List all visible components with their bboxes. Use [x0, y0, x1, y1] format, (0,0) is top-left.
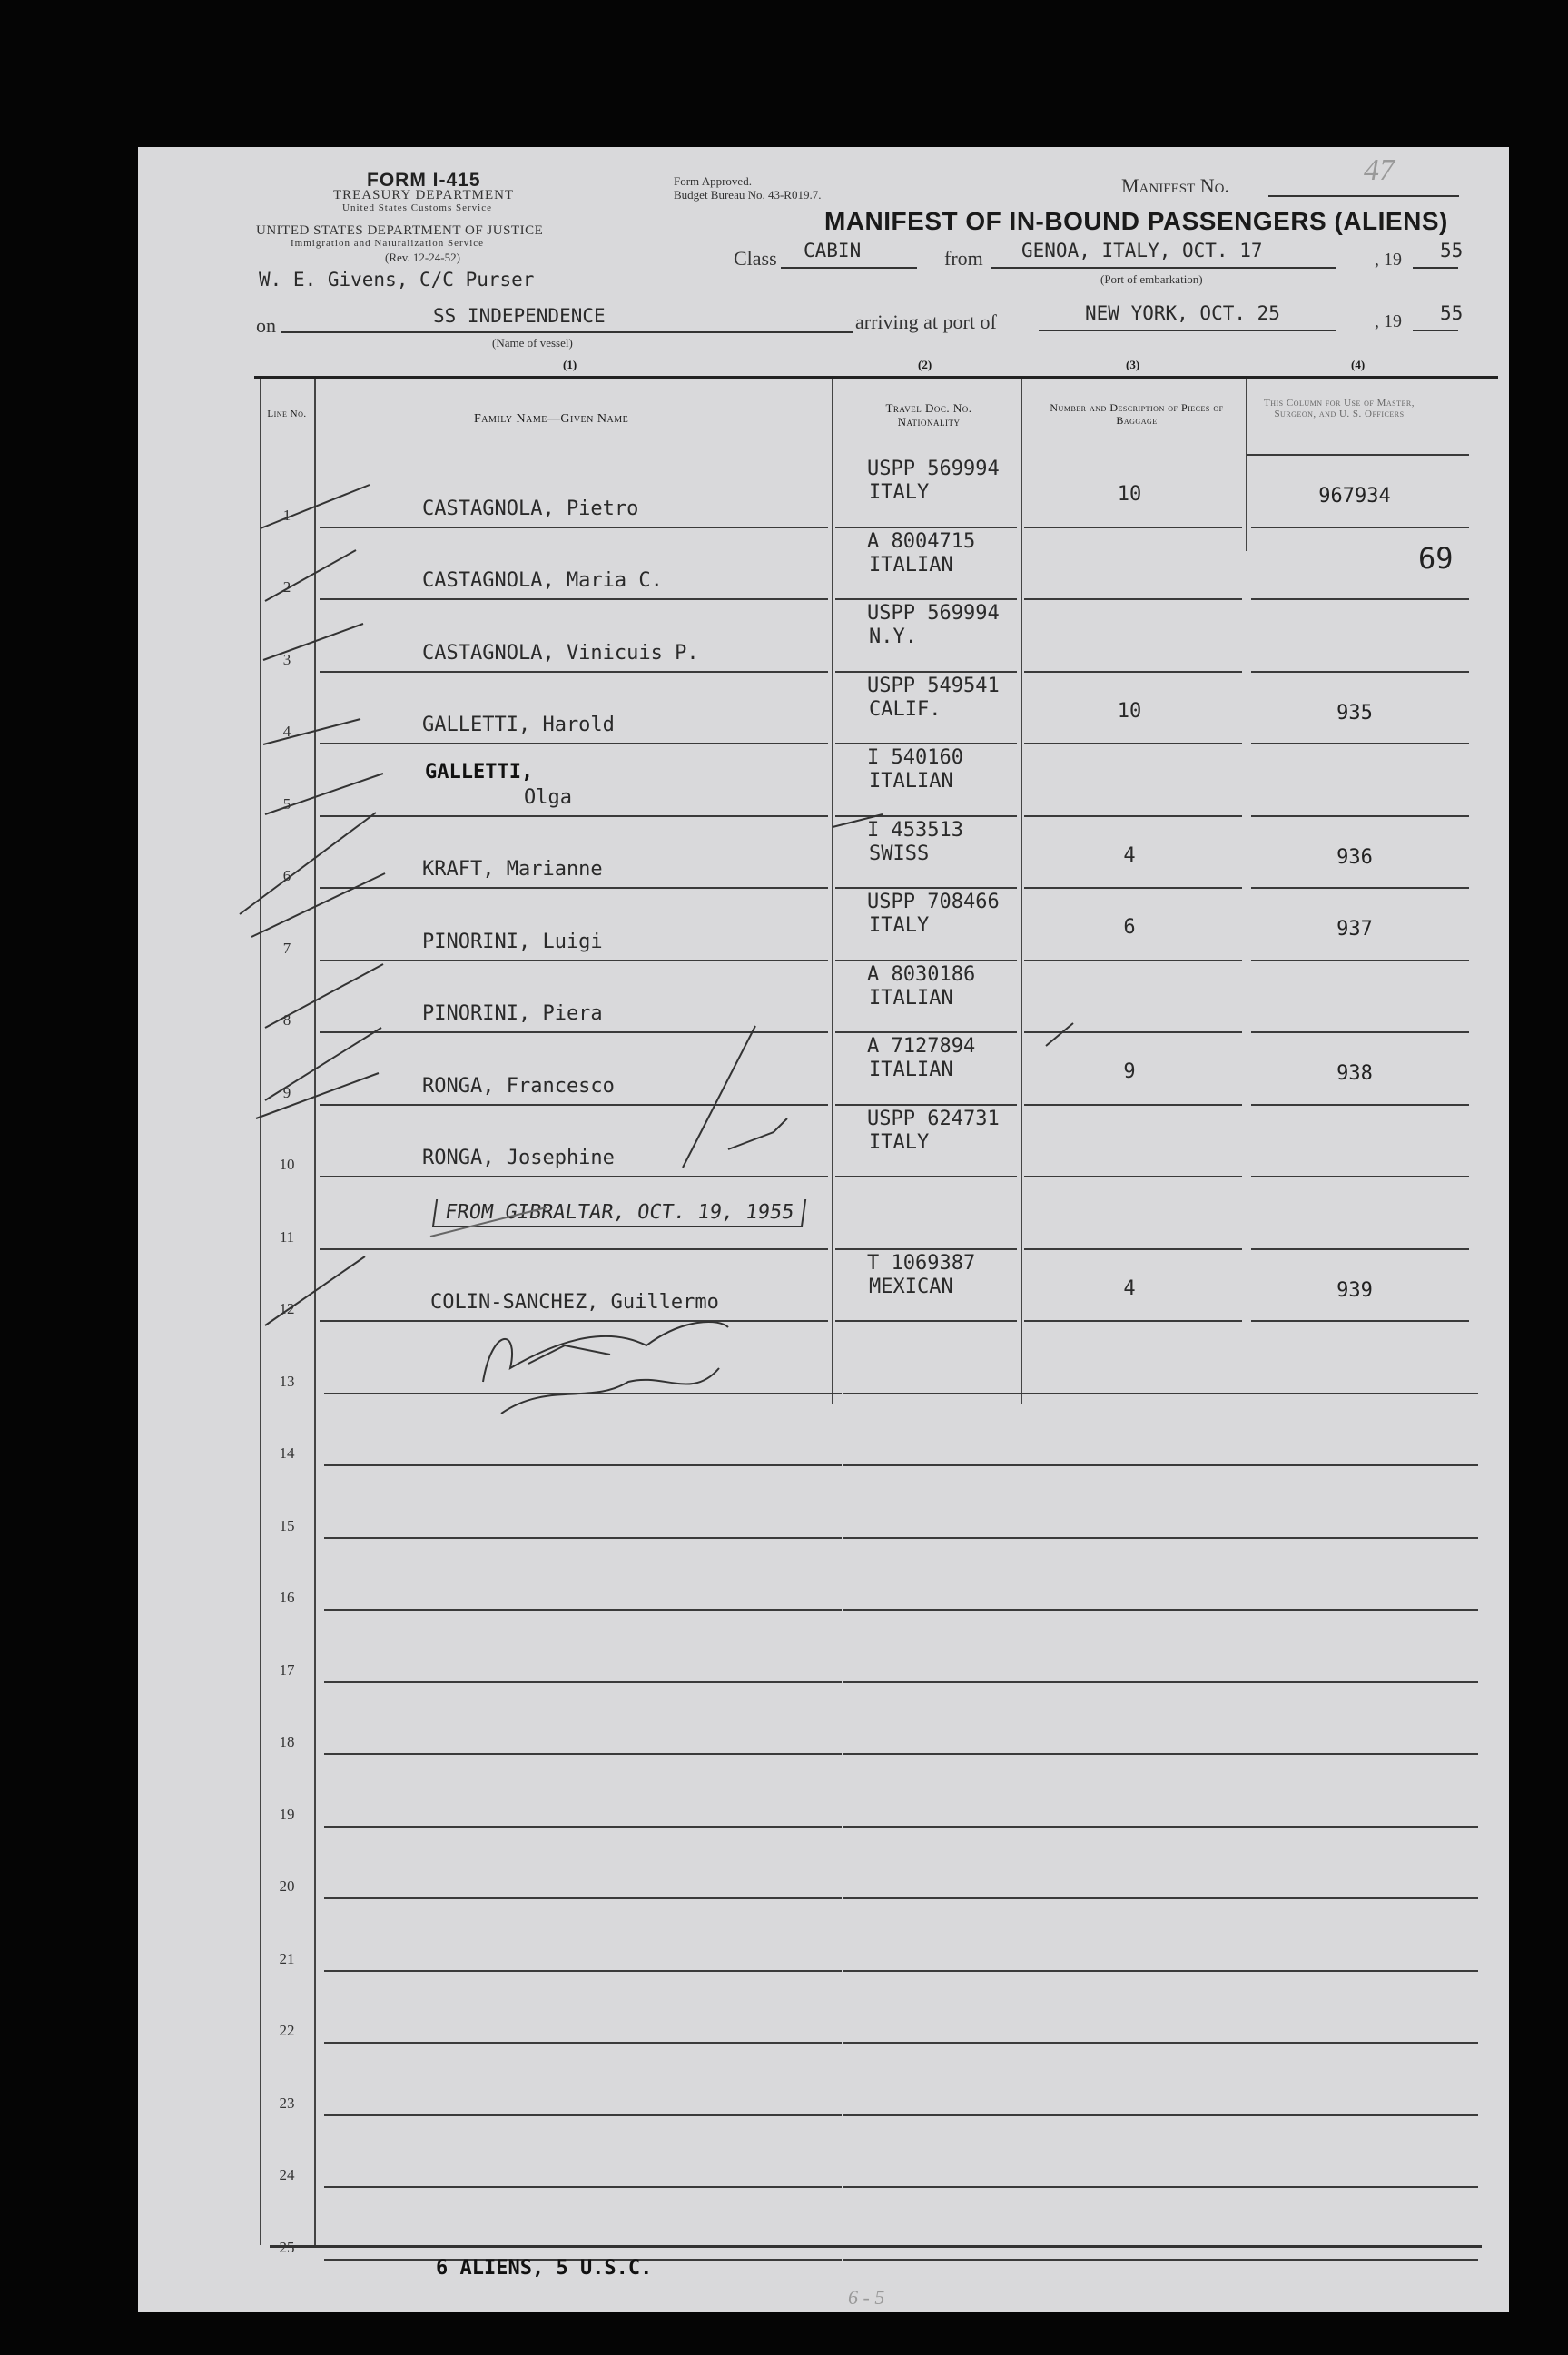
- check-mark: [265, 1256, 365, 1325]
- travel-doc-number: USPP 708466: [867, 891, 1000, 913]
- check-mark: [256, 1073, 379, 1118]
- line-number: 15: [279, 1516, 295, 1534]
- name-header: Family Name—Given Name: [474, 412, 629, 426]
- manifest-no-label: Manifest No.: [1121, 174, 1229, 197]
- customs-service: United States Customs Service: [342, 202, 492, 213]
- line-number: 18: [279, 1733, 295, 1750]
- passenger-name: CASTAGNOLA, Vinicuis P.: [422, 641, 699, 665]
- vessel-name-label: (Name of vessel): [492, 336, 573, 350]
- manifest-sheet: [138, 147, 1509, 2312]
- class-label: Class: [734, 247, 777, 270]
- treasury-dept: TREASURY DEPARTMENT: [333, 188, 515, 202]
- check-mark: [833, 814, 883, 827]
- officer-entry: 937: [1336, 918, 1373, 941]
- signature-stroke: [528, 1345, 610, 1364]
- check-mark: [683, 1026, 755, 1168]
- ins-service: Immigration and Naturalization Service: [291, 238, 485, 249]
- travel-doc-number: A 8030186: [867, 962, 976, 986]
- column-number-1: (1): [563, 358, 577, 371]
- nationality: N.Y.: [869, 626, 917, 648]
- baggage-header: Number and Description of Pieces of Baggage: [1050, 401, 1224, 427]
- pencil-note: 6 - 5: [848, 2286, 885, 2309]
- officer-entry: 936: [1336, 845, 1373, 869]
- column-number-3: (3): [1126, 358, 1140, 371]
- check-mark: [265, 774, 383, 814]
- travel-doc-number: I 453513: [867, 818, 963, 842]
- line-number: 8: [282, 1011, 291, 1029]
- baggage-count: 10: [1117, 483, 1142, 506]
- passenger-name: PINORINI, Luigi: [422, 930, 603, 953]
- from-label: from: [944, 247, 983, 270]
- check-mark: [263, 719, 360, 744]
- manifest-no-value: 47: [1364, 153, 1395, 187]
- baggage-count: 6: [1123, 916, 1136, 939]
- nationality: ITALIAN: [869, 986, 953, 1010]
- passenger-name: KRAFT, Marianne: [422, 858, 603, 881]
- from-value: GENOA, ITALY, OCT. 17: [1021, 240, 1263, 261]
- origin-note: FROM GIBRALTAR, OCT. 19, 1955: [432, 1199, 806, 1227]
- passenger-name: CASTAGNOLA, Maria C.: [422, 569, 663, 592]
- line-number: 24: [279, 2166, 295, 2183]
- column-number-2: (2): [918, 358, 932, 371]
- baggage-count: 4: [1123, 1276, 1136, 1300]
- nationality: ITALIAN: [869, 1059, 953, 1081]
- line-number: 22: [279, 2022, 295, 2039]
- check-mark: [265, 550, 356, 601]
- officer-entry: 938: [1336, 1062, 1373, 1085]
- depart-year-prefix: , 19: [1375, 250, 1402, 270]
- line-no-header: Line No.: [267, 409, 307, 419]
- budget-bureau: Budget Bureau No. 43-R019.7.: [674, 188, 822, 202]
- nationality: ITALY: [869, 481, 930, 504]
- nationality: SWISS: [869, 842, 930, 865]
- travel-doc-number: USPP 549541: [867, 674, 1000, 697]
- travel-doc-number: T 1069387: [867, 1251, 976, 1275]
- nationality: MEXICAN: [869, 1275, 953, 1298]
- travel-doc-number: USPP 569994: [867, 458, 1000, 480]
- check-mark: [728, 1118, 787, 1149]
- nationality: ITALIAN: [869, 770, 953, 793]
- passenger-name: COLIN-SANCHEZ, Guillermo: [430, 1291, 719, 1314]
- line-number: 11: [279, 1227, 295, 1246]
- arriving-label: arriving at port of: [855, 310, 997, 333]
- travel-doc-number: USPP 624731: [867, 1107, 1000, 1130]
- line-number: 1: [282, 506, 291, 524]
- signature-stroke: [483, 1322, 728, 1382]
- line-number: 23: [279, 2094, 295, 2112]
- passenger-name: GALLETTI, Harold: [422, 714, 615, 736]
- line-number: 12: [279, 1300, 295, 1317]
- line-number: 20: [279, 1877, 295, 1895]
- officer-entry: 939: [1336, 1278, 1373, 1302]
- line-number: 17: [279, 1660, 295, 1679]
- footer-summary: 6 ALIENS, 5 U.S.C.: [436, 2257, 653, 2280]
- line-number: 5: [282, 794, 291, 813]
- form-title: MANIFEST OF IN-BOUND PASSENGERS (ALIENS): [824, 207, 1448, 235]
- check-mark: [261, 485, 370, 528]
- baggage-count: 4: [1123, 843, 1136, 867]
- on-label: on: [256, 314, 276, 337]
- travel-doc-number: A 7127894: [867, 1035, 976, 1058]
- vessel-name: SS INDEPENDENCE: [433, 305, 606, 327]
- check-mark: [265, 1028, 381, 1100]
- baggage-count: 9: [1123, 1060, 1136, 1083]
- travel-doc-number: I 540160: [867, 746, 963, 769]
- passenger-given-name: Olga: [524, 786, 572, 809]
- passenger-name: GALLETTI,: [425, 761, 534, 783]
- form-number: FORM I-415: [367, 170, 481, 191]
- line-number: 14: [279, 1444, 295, 1462]
- nationality: ITALIAN: [869, 553, 953, 576]
- travel-doc-header: Travel Doc. No. Nationality: [885, 401, 972, 429]
- check-mark: [265, 964, 383, 1028]
- line-number: 13: [279, 1372, 295, 1390]
- officers-header: This Column for Use of Master, Surgeon, and U. S. Officers: [1264, 398, 1415, 419]
- line-number: 6: [282, 867, 291, 884]
- line-number: 19: [279, 1805, 295, 1823]
- check-mark: [263, 624, 363, 660]
- line-number: 7: [282, 939, 291, 957]
- nationality: CALIF.: [869, 697, 942, 721]
- port-embarkation-label: (Port of embarkation): [1100, 272, 1203, 286]
- arrive-year-prefix: , 19: [1375, 311, 1402, 331]
- officer-entry: 69: [1418, 540, 1454, 576]
- arrive-year: 55: [1440, 302, 1464, 324]
- check-mark: [240, 813, 376, 914]
- purser-name: W. E. Givens, C/C Purser: [259, 269, 535, 291]
- passenger-name: RONGA, Josephine: [422, 1147, 615, 1169]
- nationality: ITALY: [869, 1130, 930, 1154]
- check-mark: [251, 873, 385, 937]
- form-approved: Form Approved.: [674, 174, 752, 188]
- check-mark: [1046, 1023, 1073, 1046]
- nationality: ITALY: [869, 914, 930, 937]
- officer-entry: 967934: [1318, 485, 1391, 507]
- line-number: 10: [279, 1156, 295, 1173]
- travel-doc-number: A 8004715: [867, 529, 976, 553]
- class-value: CABIN: [804, 240, 862, 261]
- line-number: 21: [279, 1949, 295, 1967]
- line-number: 2: [282, 578, 291, 596]
- baggage-count: 10: [1117, 699, 1142, 723]
- passenger-name: CASTAGNOLA, Pietro: [422, 497, 639, 520]
- depart-year: 55: [1440, 240, 1464, 261]
- passenger-name: PINORINI, Piera: [422, 1002, 603, 1025]
- handwritten-marks: [138, 147, 1509, 2312]
- passenger-name: RONGA, Francesco: [422, 1074, 615, 1098]
- form-revision: (Rev. 12-24-52): [385, 251, 460, 264]
- line-number: 9: [282, 1083, 291, 1101]
- signature-stroke: [501, 1368, 719, 1414]
- travel-doc-number: USPP 569994: [867, 602, 1000, 625]
- column-number-4: (4): [1351, 358, 1366, 371]
- justice-dept: UNITED STATES DEPARTMENT OF JUSTICE: [256, 223, 544, 238]
- strike-mark: [430, 1207, 547, 1237]
- line-number: 16: [279, 1589, 295, 1606]
- line-number: 3: [282, 650, 291, 668]
- line-number: 4: [282, 723, 291, 740]
- officer-entry: 935: [1336, 701, 1373, 724]
- arrival-port: NEW YORK, OCT. 25: [1085, 302, 1280, 324]
- line-number: 25: [279, 2238, 295, 2256]
